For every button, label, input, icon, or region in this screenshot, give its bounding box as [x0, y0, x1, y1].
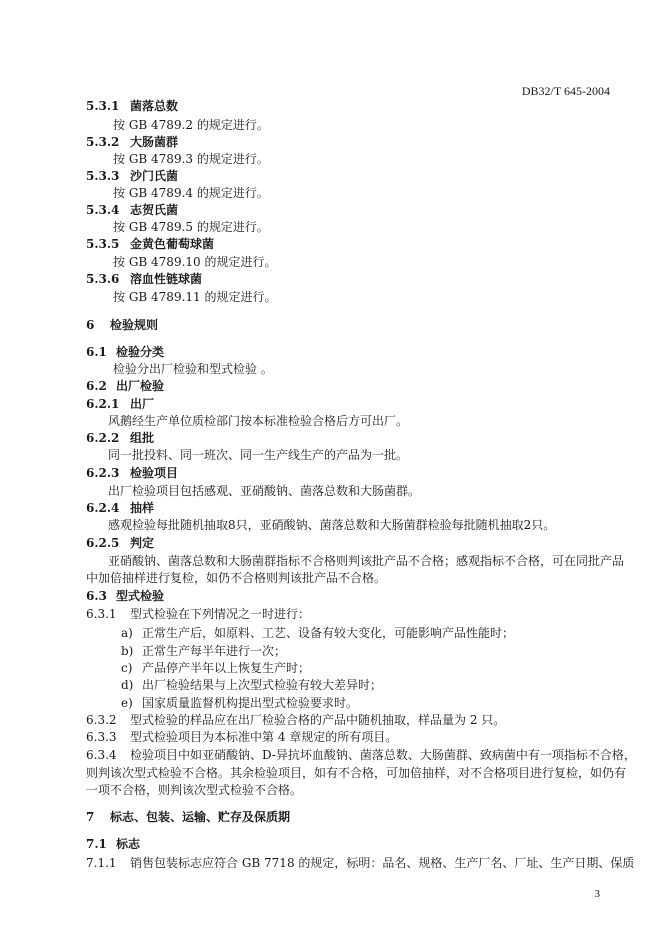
clause-5-3-2	[86, 134, 178, 150]
clause-text: 检验项目中如亚硝酸钠、D-异抗坏血酸钠、菌落总数、大肠菌群、致病菌中有一项指标不合格，	[130, 748, 636, 762]
clause-number: 5.3.3	[86, 169, 120, 183]
clause-number: 5.3.5	[86, 237, 120, 251]
clause-body: 出厂检验项目包括感观、亚硝酸钠、菌落总数和大肠菌群。	[108, 484, 421, 498]
clause-7-1	[86, 836, 140, 852]
clause-number: 6.3.4	[86, 748, 117, 762]
clause-number: 6.3.2	[86, 713, 117, 727]
list-text: 正常生产后，如原料、工艺、设备有较大变化，可能影响产品性能时；	[142, 626, 515, 640]
clause-body-continued: 则判该次型式检验不合格。其余检验项目，如有不合格，可加倍抽样，对不合格项目进行复检，如仍有	[86, 766, 627, 780]
clause-title: 溶血性链球菌	[130, 272, 203, 286]
list-item-b	[121, 643, 286, 659]
section-7-heading	[86, 809, 290, 825]
clause-number: 6.3.3	[86, 730, 117, 744]
list-marker: c)	[121, 661, 133, 675]
clause-body: 感观检验每批随机抽取8只，亚硝酸钠、菌落总数和大肠菌群检验每批随机抽取2只。	[108, 518, 556, 532]
clause-6-1	[86, 344, 164, 360]
clause-5-3-6	[86, 271, 202, 287]
clause-number: 5.3.2	[86, 135, 120, 149]
document-code: DB32/T 645-2004	[521, 84, 610, 98]
clause-title: 检验分类	[116, 345, 165, 359]
clause-body: 按 GB 4789.5 的规定进行。	[113, 220, 269, 234]
clause-number: 6.2.4	[86, 501, 120, 515]
clause-number: 6.2.1	[86, 397, 120, 411]
clause-body: 按 GB 4789.10 的规定进行。	[113, 255, 277, 269]
list-marker: d)	[121, 678, 134, 692]
clause-number: 5.3.6	[86, 272, 120, 286]
list-item-c	[121, 660, 310, 676]
section-6-heading	[86, 317, 158, 333]
clause-title: 出厂	[130, 397, 155, 411]
clause-6-2-1	[86, 396, 154, 412]
list-item-a	[121, 625, 514, 641]
clause-text: 型式检验的样品应在出厂检验合格的产品中随机抽取，样品量为 2 只。	[130, 713, 506, 727]
clause-number: 6.1	[86, 345, 107, 359]
clause-5-3-3	[86, 168, 178, 184]
clause-number: 6.2.5	[86, 536, 120, 550]
clause-body: 按 GB 4789.11 的规定进行。	[113, 290, 277, 304]
clause-6-3-2	[86, 712, 505, 728]
clause-title: 大肠菌群	[130, 135, 179, 149]
clause-title: 检验项目	[130, 466, 179, 480]
clause-7-1-1	[86, 855, 634, 871]
clause-number: 6.2.3	[86, 466, 120, 480]
clause-6-3	[86, 588, 164, 604]
clause-body: 亚硝酸钠、菌落总数和大肠菌群指标不合格则判该批产品不合格；感观指标不合格，可在同批产品	[108, 554, 625, 568]
clause-body-continued: 一项不合格，则判该次型式检验不合格。	[86, 783, 303, 797]
clause-number: 6.2	[86, 379, 107, 393]
clause-title: 判定	[130, 536, 155, 550]
clause-6-3-4	[86, 747, 636, 763]
list-marker: b)	[121, 644, 134, 658]
clause-text: 销售包装标志应符合 GB 7718 的规定，标明：品名、规格、生产厂名、厂址、生产日期、保质	[130, 856, 635, 870]
list-marker: e)	[121, 696, 133, 710]
list-text: 正常生产每半年进行一次；	[142, 644, 287, 658]
clause-6-3-3	[86, 729, 397, 745]
clause-title: 抽样	[130, 501, 155, 515]
clause-number: 5.3.4	[86, 203, 120, 217]
clause-6-2-5	[86, 535, 154, 551]
clause-body: 检验分出厂检验和型式检验 。	[113, 362, 273, 376]
clause-title: 志贺氏菌	[130, 203, 179, 217]
clause-title: 金黄色葡萄球菌	[130, 237, 215, 251]
clause-6-3-1	[86, 606, 310, 622]
clause-body-continued: 中加倍抽样进行复检，如仍不合格则判该批产品不合格。	[86, 571, 387, 585]
clause-title: 型式检验	[116, 589, 165, 603]
clause-6-2	[86, 378, 164, 394]
clause-body: 按 GB 4789.2 的规定进行。	[113, 118, 269, 132]
clause-title: 菌落总数	[130, 99, 179, 113]
clause-body: 同一批投料、同一班次、同一生产线生产的产品为一批。	[108, 448, 409, 462]
clause-5-3-5	[86, 236, 214, 252]
clause-number: 7.1	[86, 837, 107, 851]
clause-text: 型式检验项目为本标准中第 4 章规定的所有项目。	[130, 730, 398, 744]
clause-number: 5.3.1	[86, 99, 120, 113]
clause-number: 6.2.2	[86, 431, 120, 445]
clause-title: 组批	[130, 431, 155, 445]
clause-6-2-3	[86, 465, 178, 481]
clause-number: 6.3.1	[86, 607, 117, 621]
clause-5-3-1	[86, 98, 178, 114]
list-text: 产品停产半年以上恢复生产时；	[142, 661, 311, 675]
clause-6-2-2	[86, 430, 154, 446]
section-number: 7	[86, 810, 95, 824]
clause-5-3-4	[86, 202, 178, 218]
list-item-d	[121, 677, 382, 693]
list-marker: a)	[121, 626, 133, 640]
section-title: 检验规则	[110, 318, 159, 332]
clause-title: 出厂检验	[116, 379, 165, 393]
clause-6-2-4	[86, 500, 154, 516]
clause-body: 风鹅经生产单位质检部门按本标准检验合格后方可出厂。	[108, 414, 409, 428]
clause-title: 沙门氏菌	[130, 169, 179, 183]
list-text: 国家质量监督机构提出型式检验要求时。	[142, 696, 359, 710]
section-title: 标志、包装、运输、贮存及保质期	[110, 810, 291, 824]
clause-body: 按 GB 4789.3 的规定进行。	[113, 152, 269, 166]
page-number: 3	[594, 888, 600, 900]
clause-title: 标志	[116, 837, 141, 851]
list-item-e	[121, 695, 358, 711]
clause-body: 按 GB 4789.4 的规定进行。	[113, 186, 269, 200]
clause-text: 型式检验在下列情况之一时进行：	[130, 607, 311, 621]
clause-number: 7.1.1	[86, 856, 117, 870]
list-text: 出厂检验结果与上次型式检验有较大差异时；	[142, 678, 383, 692]
clause-number: 6.3	[86, 589, 107, 603]
section-number: 6	[86, 318, 95, 332]
